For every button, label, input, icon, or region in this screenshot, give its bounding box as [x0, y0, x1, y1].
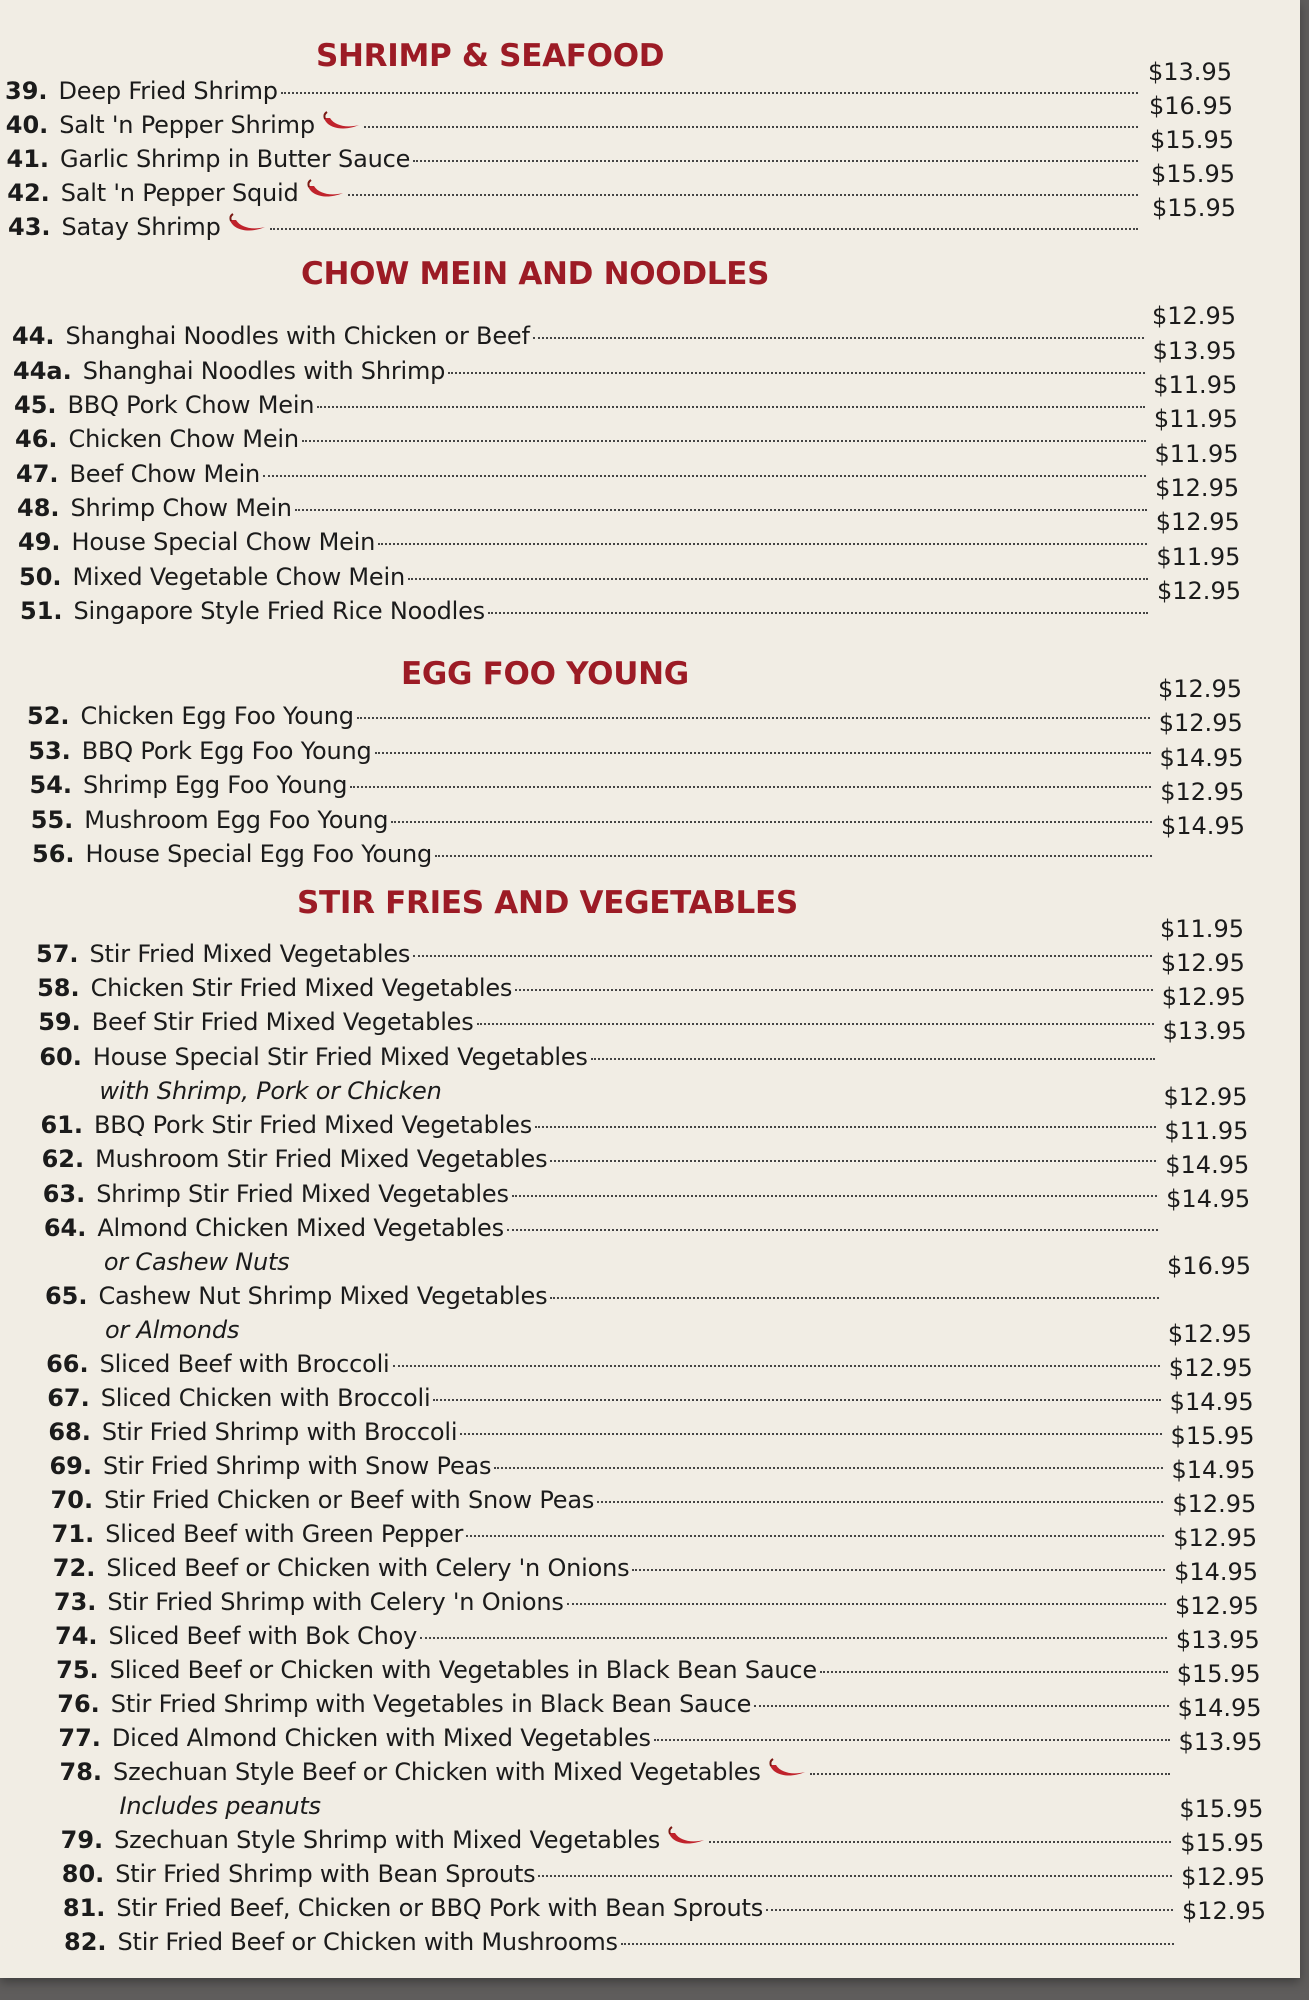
item-price: $14.95: [1177, 1694, 1262, 1722]
item-name: Shanghai Noodles with Chicken or Beef: [65, 322, 530, 350]
menu-item: [64, 1928, 1178, 1962]
item-number: 44.: [12, 322, 55, 350]
menu-item: [57, 1690, 1172, 1724]
item-number: 56.: [32, 840, 75, 868]
item-name: Sliced Beef with Broccoli: [99, 1350, 390, 1378]
menu-item: [37, 974, 1157, 1008]
item-name: Stir Fried Beef or Chicken with Mushrooms: [117, 1928, 618, 1956]
dot-leader: [477, 1023, 1154, 1025]
section-title: CHOW MEIN AND NOODLES: [301, 256, 770, 292]
dot-leader: [597, 1501, 1163, 1503]
item-price: $13.95: [1178, 1728, 1263, 1756]
menu-item: [54, 1588, 1170, 1622]
item-price: $12.95: [1172, 1490, 1257, 1518]
dot-leader: [413, 160, 1138, 162]
item-number: 45.: [14, 391, 57, 419]
menu-item: [36, 940, 1156, 974]
menu-item: [39, 1043, 1158, 1077]
item-number: 43.: [8, 213, 51, 241]
menu-item: [13, 357, 1149, 391]
item-number: 63.: [42, 1180, 86, 1208]
item-number: 50.: [19, 563, 62, 591]
menu-item: [6, 111, 1142, 145]
item-price: $12.95: [1182, 1897, 1266, 1925]
item-price: $15.95: [1150, 126, 1234, 154]
dot-leader: [567, 1603, 1166, 1605]
item-price: $12.95: [1173, 1524, 1258, 1552]
item-price: $12.95: [1158, 675, 1242, 703]
item-price: $11.95: [1153, 371, 1238, 399]
item-name: Szechuan Style Beef or Chicken with Mixed Vegetables: [113, 1758, 761, 1786]
menu-item: [5, 77, 1142, 111]
menu-item: [18, 528, 1151, 562]
dot-leader: [460, 1433, 1161, 1435]
item-price: $12.95: [1163, 1083, 1248, 1111]
dot-leader: [494, 1467, 1162, 1469]
menu-item: [48, 1418, 1165, 1452]
item-price: $13.95: [1152, 337, 1237, 365]
item-name: Diced Almond Chicken with Mixed Vegetables: [111, 1724, 651, 1752]
dot-leader: [357, 717, 1150, 719]
item-price: $12.95: [1168, 1354, 1253, 1382]
menu-item: [61, 1826, 1176, 1860]
item-name: BBQ Pork Egg Foo Young: [81, 737, 372, 765]
item-price: $13.95: [1162, 1017, 1247, 1045]
menu-item: [16, 460, 1150, 494]
item-number: 55.: [30, 806, 74, 834]
item-price: $12.95: [1161, 983, 1246, 1011]
item-name: Sliced Chicken with Broccoli: [100, 1384, 431, 1412]
item-name: Satay Shrimp: [61, 213, 221, 241]
item-name: Singapore Style Fried Rice Noodles: [73, 597, 485, 625]
item-number: 70.: [50, 1486, 94, 1514]
item-number: 72.: [52, 1554, 96, 1582]
item-number: 61.: [40, 1111, 83, 1139]
menu-item: [42, 1145, 1161, 1179]
dot-leader: [302, 440, 1146, 442]
dot-leader: [378, 543, 1147, 545]
item-name: Sliced Beef with Green Pepper: [105, 1520, 464, 1548]
menu-item: [8, 213, 1142, 247]
menu-item: [17, 494, 1151, 528]
item-note: with Shrimp, Pork or Chicken: [99, 1077, 442, 1105]
dot-leader: [435, 855, 1152, 857]
item-name: Chicken Egg Foo Young: [80, 702, 354, 730]
section-title: STIR FRIES AND VEGETABLES: [297, 885, 798, 921]
menu-item: [40, 1111, 1159, 1145]
item-number: 60.: [39, 1043, 82, 1071]
chili-pepper-icon: [305, 179, 345, 201]
item-number: 79.: [60, 1826, 104, 1854]
item-note: Includes peanuts: [119, 1792, 321, 1820]
chili-pepper-icon: [321, 111, 361, 133]
item-name: Mixed Vegetable Chow Mein: [72, 563, 405, 591]
chili-pepper-icon: [666, 1826, 706, 1848]
item-price: $11.95: [1153, 405, 1238, 433]
item-price: $15.95: [1180, 1829, 1265, 1857]
item-name: Stir Fried Beef, Chicken or BBQ Pork with Bean Sprouts: [116, 1894, 764, 1922]
item-name: Stir Fried Shrimp with Broccoli: [101, 1418, 458, 1446]
dot-leader: [535, 1126, 1155, 1128]
menu-item: [58, 1724, 1173, 1758]
dot-leader: [270, 228, 1138, 230]
item-number: 41.: [6, 145, 50, 173]
item-price: $15.95: [1170, 1422, 1255, 1450]
item-note: or Almonds: [104, 1316, 240, 1344]
item-name: Stir Fried Shrimp with Celery 'n Onions: [107, 1588, 564, 1616]
dot-leader: [350, 786, 1151, 788]
menu-item: [53, 1554, 1169, 1588]
dot-leader: [591, 1058, 1155, 1060]
dot-leader: [408, 578, 1148, 580]
dot-leader: [348, 194, 1138, 196]
menu-item: [63, 1894, 1177, 1928]
dot-leader: [512, 1195, 1157, 1197]
item-price: $16.95: [1167, 1252, 1252, 1280]
section-title: SHRIMP & SEAFOOD: [316, 38, 665, 74]
item-price: $12.95: [1160, 778, 1245, 806]
item-name: Salt 'n Pepper Squid: [60, 179, 299, 207]
menu-item: [45, 1282, 1163, 1316]
dot-leader: [295, 509, 1147, 511]
item-name: BBQ Pork Chow Mein: [67, 391, 315, 419]
menu-item: [56, 1656, 1172, 1690]
menu-item: [19, 563, 1152, 597]
item-number: 52.: [27, 702, 70, 730]
item-number: 57.: [36, 940, 79, 968]
dot-leader: [820, 1671, 1168, 1673]
dot-leader: [621, 1943, 1174, 1945]
menu-item: [49, 1452, 1166, 1486]
item-name: House Special Egg Foo Young: [85, 840, 433, 868]
menu-item: [7, 179, 1142, 213]
item-price: $15.95: [1152, 194, 1236, 222]
item-number: 59.: [38, 1008, 81, 1036]
menu-item: [14, 391, 1149, 425]
item-price: $14.95: [1161, 812, 1245, 840]
item-name: Deep Fried Shrimp: [58, 77, 278, 105]
dot-leader: [515, 989, 1153, 991]
item-price: $11.95: [1160, 915, 1244, 943]
item-number: 39.: [5, 77, 48, 105]
item-number: 40.: [5, 111, 49, 139]
item-name: Mushroom Egg Foo Young: [84, 806, 389, 834]
item-number: 58.: [37, 974, 80, 1002]
item-name: Stir Fried Shrimp with Vegetables in Black Bean Sauce: [110, 1690, 752, 1718]
item-name: Sliced Beef or Chicken with Celery 'n Onions: [106, 1554, 630, 1582]
dot-leader: [550, 1160, 1156, 1162]
menu-item: [62, 1860, 1176, 1894]
item-price: $12.95: [1152, 302, 1236, 330]
item-name: Stir Fried Mixed Vegetables: [89, 940, 411, 968]
item-name: Cashew Nut Shrimp Mixed Vegetables: [98, 1282, 548, 1310]
item-price: $11.95: [1164, 1117, 1249, 1145]
item-price: $15.95: [1176, 1660, 1261, 1688]
item-number: 65.: [44, 1282, 88, 1310]
menu-item: [7, 145, 1143, 179]
item-number: 78.: [59, 1758, 103, 1786]
menu-item: [27, 702, 1154, 736]
item-price: $12.95: [1174, 1592, 1259, 1620]
menu-item: [20, 597, 1152, 631]
item-price: $15.95: [1179, 1795, 1264, 1823]
item-price: $16.95: [1149, 92, 1233, 120]
dot-leader: [420, 1637, 1167, 1639]
item-price: $14.95: [1174, 1558, 1259, 1586]
item-price: $11.95: [1156, 543, 1241, 571]
chili-pepper-icon: [227, 213, 267, 235]
menu-item: [30, 771, 1156, 805]
menu-item: [31, 806, 1156, 840]
item-price: $12.95: [1157, 577, 1241, 605]
menu-item: [15, 425, 1150, 459]
menu-item: [52, 1520, 1169, 1554]
dot-leader: [488, 612, 1148, 614]
dot-leader: [632, 1569, 1165, 1571]
item-price: $12.95: [1181, 1863, 1266, 1891]
item-note: or Cashew Nuts: [103, 1248, 290, 1276]
menu-item: [38, 1008, 1158, 1042]
item-name: Stir Fried Chicken or Beef with Snow Peas: [104, 1486, 595, 1514]
chili-pepper-icon: [767, 1758, 807, 1780]
item-price: $12.95: [1155, 474, 1240, 502]
dot-leader: [709, 1841, 1171, 1843]
item-number: 46.: [15, 425, 58, 453]
dot-leader: [533, 337, 1144, 339]
item-name: Chicken Stir Fried Mixed Vegetables: [90, 974, 513, 1002]
item-name: Salt 'n Pepper Shrimp: [59, 111, 315, 139]
item-number: 44a.: [13, 357, 72, 385]
item-number: 82.: [64, 1928, 107, 1956]
item-number: 71.: [51, 1520, 95, 1548]
item-number: 53.: [28, 737, 71, 765]
dot-leader: [654, 1739, 1170, 1741]
item-price: $15.95: [1151, 160, 1235, 188]
dot-leader: [466, 1535, 1164, 1537]
item-name: House Special Stir Fried Mixed Vegetables: [92, 1043, 588, 1071]
item-number: 54.: [29, 771, 73, 799]
dot-leader: [538, 1875, 1172, 1877]
item-number: 47.: [16, 460, 59, 488]
item-price: $14.95: [1171, 1456, 1256, 1484]
item-price: $13.95: [1148, 58, 1232, 86]
menu-item: [60, 1758, 1175, 1792]
item-number: 74.: [55, 1622, 98, 1650]
item-number: 42.: [7, 179, 50, 207]
menu-item: [32, 840, 1156, 874]
item-name: Chicken Chow Mein: [68, 425, 299, 453]
item-number: 80.: [61, 1860, 105, 1888]
item-number: 64.: [43, 1214, 87, 1242]
item-price: $14.95: [1165, 1151, 1250, 1179]
item-number: 48.: [17, 494, 60, 522]
item-name: Shrimp Stir Fried Mixed Vegetables: [96, 1180, 509, 1208]
menu-item: [55, 1622, 1171, 1656]
menu-item: [43, 1180, 1162, 1214]
menu-item: [28, 737, 1154, 771]
menu-item: [46, 1350, 1164, 1384]
item-name: Mushroom Stir Fried Mixed Vegetables: [95, 1145, 548, 1173]
item-number: 51.: [20, 597, 63, 625]
dot-leader: [391, 821, 1151, 823]
item-name: Almond Chicken Mixed Vegetables: [97, 1214, 504, 1242]
item-name: Sliced Beef with Bok Choy: [108, 1622, 418, 1650]
menu-item: [44, 1214, 1162, 1248]
item-name: Beef Stir Fried Mixed Vegetables: [91, 1008, 474, 1036]
item-number: 81.: [62, 1894, 106, 1922]
dot-leader: [810, 1773, 1171, 1775]
dot-leader: [507, 1229, 1158, 1231]
dot-leader: [433, 1399, 1160, 1401]
item-number: 49.: [18, 528, 61, 556]
dot-leader: [317, 406, 1145, 408]
item-name: Stir Fried Shrimp with Snow Peas: [102, 1452, 492, 1480]
item-name: Szechuan Style Shrimp with Mixed Vegetables: [114, 1826, 661, 1854]
item-price: $13.95: [1175, 1626, 1260, 1654]
item-name: BBQ Pork Stir Fried Mixed Vegetables: [93, 1111, 533, 1139]
item-number: 66.: [46, 1350, 89, 1378]
item-price: $12.95: [1155, 508, 1240, 536]
dot-leader: [766, 1909, 1173, 1911]
dot-leader: [281, 92, 1138, 94]
item-name: Beef Chow Mein: [69, 460, 261, 488]
dot-leader: [448, 372, 1144, 374]
menu-item: [12, 322, 1148, 356]
item-price: $12.95: [1160, 949, 1245, 977]
item-name: House Special Chow Mein: [71, 528, 376, 556]
item-price: $14.95: [1159, 744, 1244, 772]
item-price: $14.95: [1166, 1185, 1251, 1213]
dot-leader: [393, 1365, 1160, 1367]
item-price: $12.95: [1158, 709, 1243, 737]
dot-leader: [263, 475, 1146, 477]
item-price: $12.95: [1167, 1320, 1252, 1348]
item-name: Sliced Beef or Chicken with Vegetables in Black Bean Sauce: [109, 1656, 817, 1684]
item-name: Shrimp Egg Foo Young: [83, 771, 348, 799]
item-name: Garlic Shrimp in Butter Sauce: [60, 145, 411, 173]
menu-item: [47, 1384, 1165, 1418]
item-price: $11.95: [1154, 440, 1239, 468]
item-number: 76.: [57, 1690, 100, 1718]
item-number: 68.: [48, 1418, 91, 1446]
dot-leader: [754, 1705, 1169, 1707]
item-name: Shanghai Noodles with Shrimp: [82, 357, 446, 385]
dot-leader: [375, 752, 1151, 754]
item-number: 67.: [47, 1384, 90, 1412]
menu-item: [51, 1486, 1168, 1520]
dot-leader: [364, 126, 1138, 128]
section-title: EGG FOO YOUNG: [401, 656, 689, 692]
item-number: 75.: [56, 1656, 99, 1684]
item-number: 69.: [49, 1452, 92, 1480]
dot-leader: [550, 1297, 1159, 1299]
item-number: 73.: [53, 1588, 97, 1616]
item-name: Stir Fried Shrimp with Bean Sprouts: [115, 1860, 536, 1888]
item-number: 77.: [58, 1724, 101, 1752]
dot-leader: [413, 955, 1152, 957]
item-number: 62.: [41, 1145, 85, 1173]
item-price: $14.95: [1169, 1388, 1254, 1416]
item-name: Shrimp Chow Mein: [70, 494, 292, 522]
